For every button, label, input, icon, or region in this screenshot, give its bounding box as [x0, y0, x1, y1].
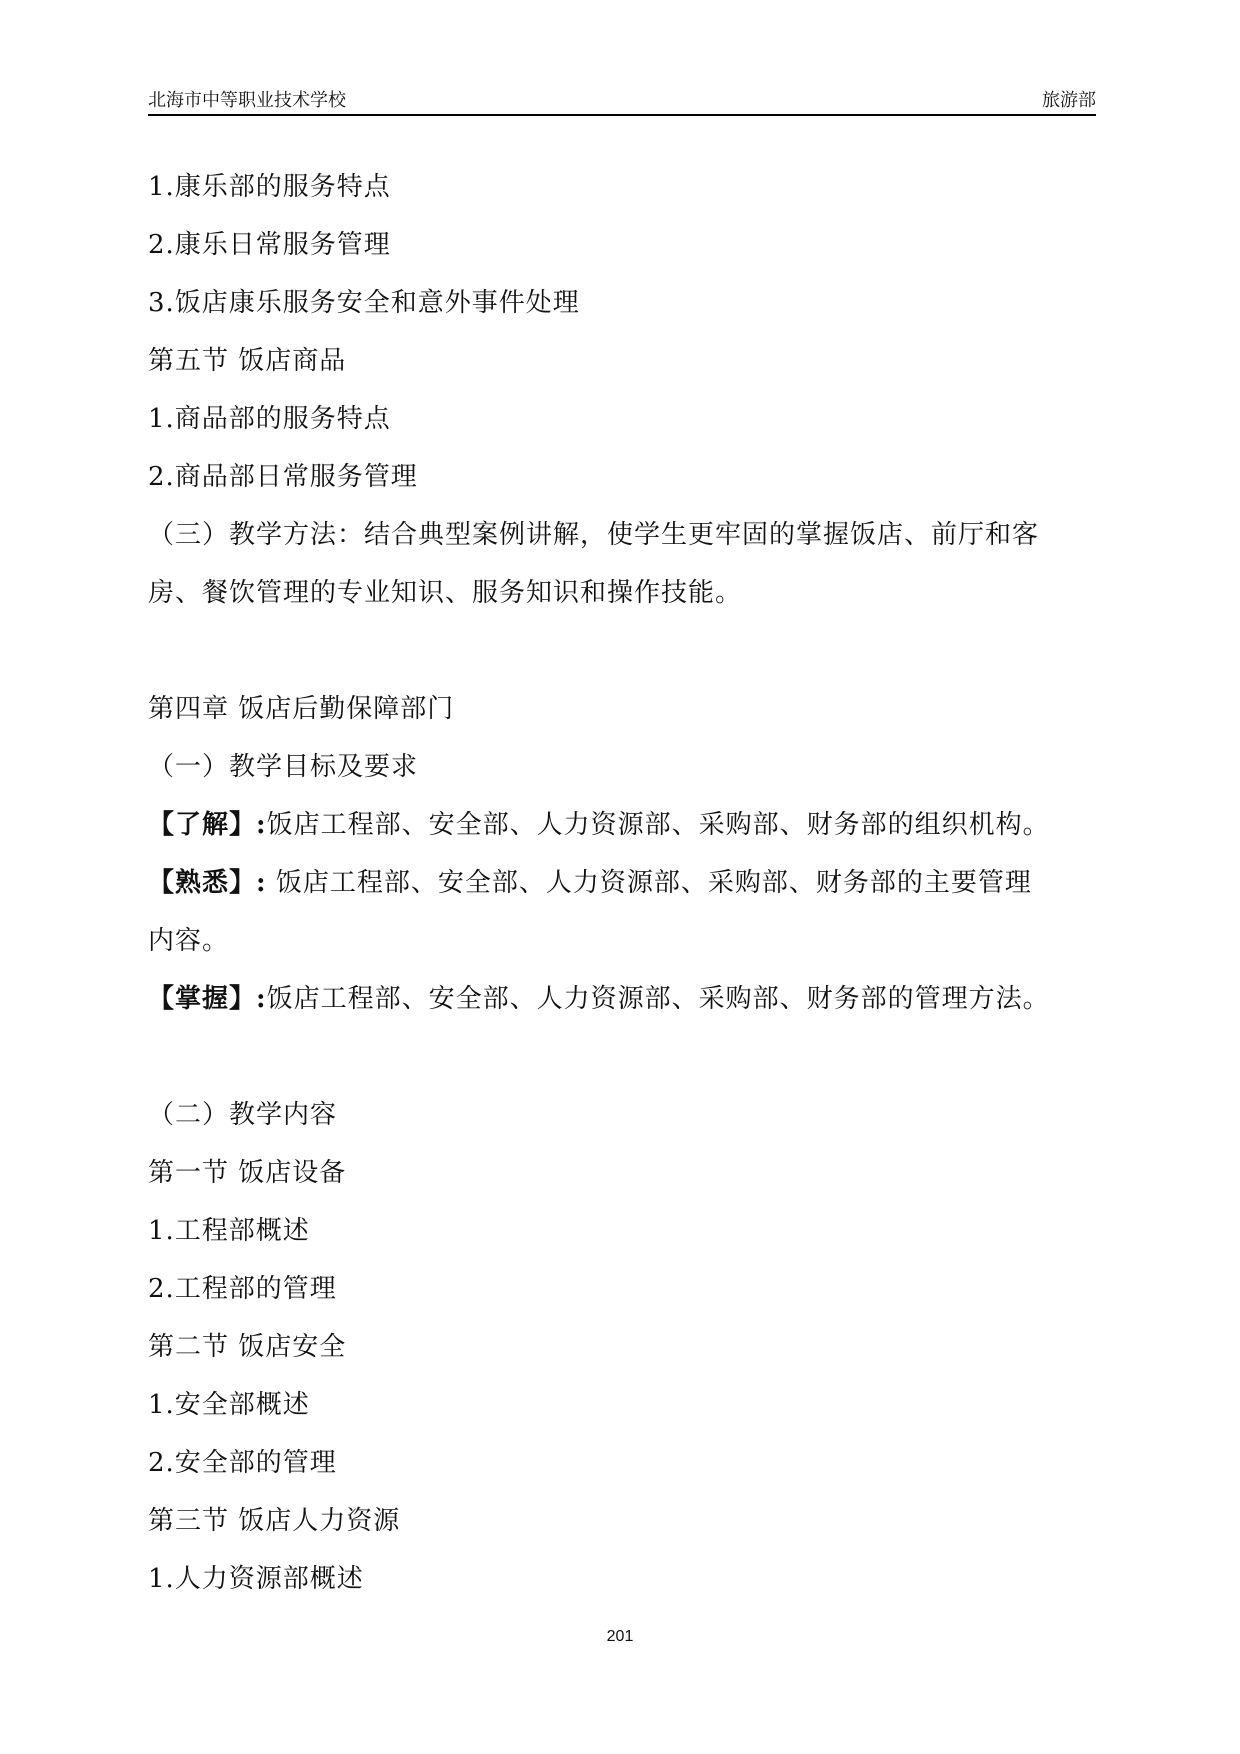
- department-name: 旅游部: [1042, 90, 1096, 111]
- text-line: （一）教学目标及要求: [148, 752, 419, 782]
- text-line: 1.工程部概述: [148, 1216, 310, 1246]
- text-line: [148, 970, 1096, 1028]
- line-label: 【掌握】:: [148, 984, 267, 1014]
- line-label: 【熟悉】:: [148, 868, 267, 898]
- text-line: 1.人力资源部概述: [148, 1564, 364, 1594]
- text-line: 第四章 饭店后勤保障部门: [148, 694, 455, 724]
- line-text: 饭店工程部、安全部、人力资源部、采购部、财务部的主要管理: [266, 868, 1032, 898]
- text-line: 1.康乐部的服务特点: [148, 172, 391, 202]
- text-line: 第五节 饭店商品: [148, 346, 347, 376]
- blank-line: [148, 622, 1096, 680]
- line-text: 饭店工程部、安全部、人力资源部、采购部、财务部的管理方法。: [266, 984, 1050, 1014]
- text-line: [148, 796, 1096, 854]
- page-number: 201: [606, 1628, 634, 1645]
- school-name: 北海市中等职业技术学校: [148, 90, 346, 111]
- blank-line: [148, 1028, 1096, 1086]
- text-line: 内容。: [148, 926, 230, 956]
- document-body: [148, 158, 1096, 1608]
- text-line: 2.商品部日常服务管理: [148, 462, 418, 492]
- text-line: 2.安全部的管理: [148, 1448, 337, 1478]
- line-text: 饭店工程部、安全部、人力资源部、采购部、财务部的组织机构。: [266, 810, 1050, 840]
- text-line: 1.商品部的服务特点: [148, 404, 391, 434]
- header-divider: [148, 114, 1096, 116]
- text-line: （二）教学内容: [148, 1100, 338, 1130]
- text-line: 1.安全部概述: [148, 1390, 310, 1420]
- text-line: 3.饭店康乐服务安全和意外事件处理: [148, 288, 580, 318]
- text-line: 第一节 饭店设备: [148, 1158, 347, 1188]
- text-line: 第二节 饭店安全: [148, 1332, 347, 1362]
- text-line: （三）教学方法：结合典型案例讲解，使学生更牢固的掌握饭店、前厅和客: [148, 520, 1040, 550]
- text-line: 2.康乐日常服务管理: [148, 230, 391, 260]
- text-line: 房、餐饮管理的专业知识、服务知识和操作技能。: [148, 578, 743, 608]
- line-label: 【了解】:: [148, 810, 267, 840]
- text-line: 2.工程部的管理: [148, 1274, 337, 1304]
- text-line: 第三节 饭店人力资源: [148, 1506, 401, 1536]
- text-line: [148, 854, 1096, 912]
